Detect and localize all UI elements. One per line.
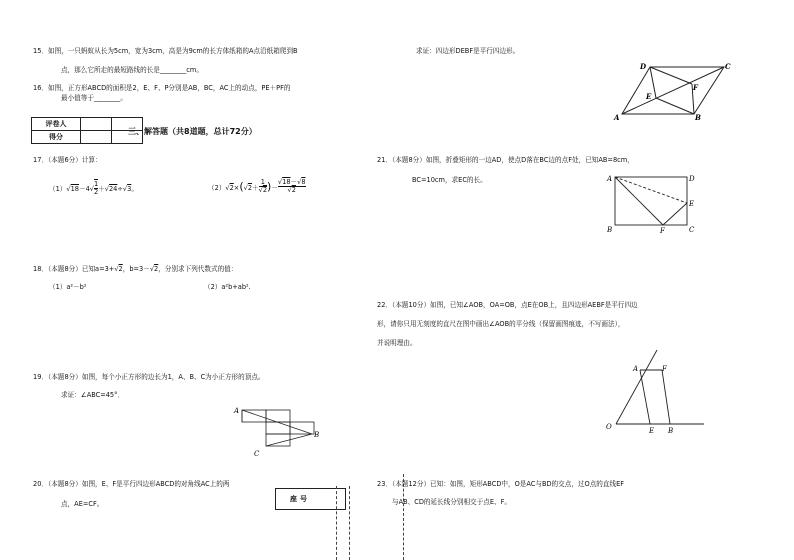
label-f: F — [693, 83, 698, 92]
label-a: A — [607, 175, 613, 183]
q17-head: 17．（本题6分）计算： — [33, 156, 102, 164]
radicand: 18 — [70, 185, 79, 193]
q22-line2: 形，请你只用无刻度的直尺在图中画出∠AOB的平分线（保留画图痕迹，不写画法）， — [377, 320, 625, 328]
period: 。 — [131, 185, 138, 193]
label-a: A — [614, 113, 620, 122]
q20-parallelogram-figure — [612, 58, 742, 124]
label-a: A — [234, 407, 240, 415]
score-table — [31, 117, 143, 144]
q21-line2: BC=10cm，求EC的长。 — [412, 176, 487, 184]
q15-line1: 15．如图，一只蚂蚁从长为5cm，宽为3cm，高是为9cm的长方体纸箱的A点沿纸箱爬到B — [33, 47, 298, 55]
q21-rectangle-figure — [604, 172, 700, 234]
label-b: B — [314, 431, 320, 439]
q18-part2: （2）a²b+ab². — [204, 283, 251, 291]
radicand: 2 — [229, 184, 234, 192]
radicand: 3 — [127, 185, 132, 193]
q16-line1: 16．如图，正方形ABCD的面积是2，E、F、P分别是AB，BC，AC上的动点，PE＋PF的 — [33, 84, 291, 92]
reviewer-box — [81, 118, 112, 131]
fraction: $\frac{1}{2}$ — [93, 180, 99, 196]
fraction: $\frac{1}{√2}$ — [258, 178, 268, 194]
label-a: A — [633, 365, 639, 373]
label-b: B — [668, 427, 674, 435]
label-b: B — [695, 113, 701, 122]
score-label: 得分 — [32, 131, 81, 144]
label-d: D — [689, 175, 695, 183]
score-box — [81, 131, 112, 144]
q19-prove: 求证：∠ABC=45°． — [61, 391, 125, 399]
q16-line2: 最小值等于________。 — [61, 94, 127, 102]
radicand: 24 — [108, 185, 118, 193]
label-e: E — [689, 200, 695, 208]
q22-line1: 22．（本题10分）如图，已知∠AOB，OA=OB，点E在OB上，且四边形AEBF是平行四边 — [377, 301, 638, 309]
operator: －4 — [78, 185, 90, 193]
q19-head: 19．（本题8分）如图，每个小正方形的边长为1，A、B、C为小正方形的顶点。 — [33, 373, 265, 381]
operator: － — [271, 184, 278, 192]
q17-part2: （2）√2×(√2＋ $\frac{1}{√2}$ )－ $\frac{√18-√8}{√2}$ — [208, 178, 306, 194]
binding-line — [336, 486, 337, 560]
operator: ＋ — [252, 184, 259, 192]
seat-number-label: 座号 — [290, 495, 310, 503]
operator: ÷ — [117, 185, 123, 193]
q20-line1: 20．（本题8分）如图，E、F是平行四边形ABCD的对角线AC上的两 — [33, 480, 230, 488]
q17-part1: （1）√18－4√ $\frac{1}{2}$ ＋√24÷√3。 — [49, 180, 138, 196]
section3-title: 三、解答题（共8道题，总计72分） — [128, 127, 257, 136]
q21-line1: 21．（本题8分）如图，折叠矩形的一边AD，使点D落在BC边的点F处，已知AB=8cm， — [377, 156, 634, 164]
operator: ＋ — [98, 185, 105, 193]
q22-line3: 并说明理由。 — [377, 339, 417, 347]
q17-part1-label: （1） — [49, 185, 67, 193]
q20-line2: 点，AE=CF。 — [61, 500, 104, 508]
q19-grid-figure — [236, 404, 320, 460]
q20-prove: 求证：四边形DEBF是平行四边形。 — [416, 47, 520, 55]
q23-line1: 23．（本题12分）已知：如图，矩形ABCD中，O是AC与BD的交点，过O点的直线EF — [377, 480, 625, 488]
label-e: E — [646, 92, 652, 101]
label-b: B — [607, 226, 613, 234]
label-c: C — [689, 226, 695, 234]
reviewer-label: 评卷人 — [32, 118, 81, 131]
q18-head: 18．（本题8分）已知a=3+√2，b=3－√2，分别求下列代数式的值： — [33, 265, 238, 273]
operator: × — [233, 184, 240, 192]
q22-angle-figure — [602, 346, 708, 436]
q18-part1: （1）a²－b² — [49, 283, 87, 291]
label-c: C — [254, 450, 260, 458]
label-f: F — [660, 227, 665, 235]
label-e: E — [649, 427, 655, 435]
q17-part2-label: （2） — [208, 184, 226, 192]
q23-line2: 与AB、CD的延长线分别相交于点E、F。 — [392, 498, 511, 506]
binding-line — [349, 486, 350, 560]
q15-line2: 点，那么它所走的最短路线的长是________cm。 — [61, 66, 203, 74]
label-c: C — [725, 62, 731, 71]
fraction: $\frac{√18-√8}{√2}$ — [277, 178, 306, 194]
radicand: 2 — [247, 184, 253, 192]
label-o: O — [606, 423, 612, 431]
label-d: D — [640, 62, 647, 71]
label-f: F — [662, 365, 667, 373]
